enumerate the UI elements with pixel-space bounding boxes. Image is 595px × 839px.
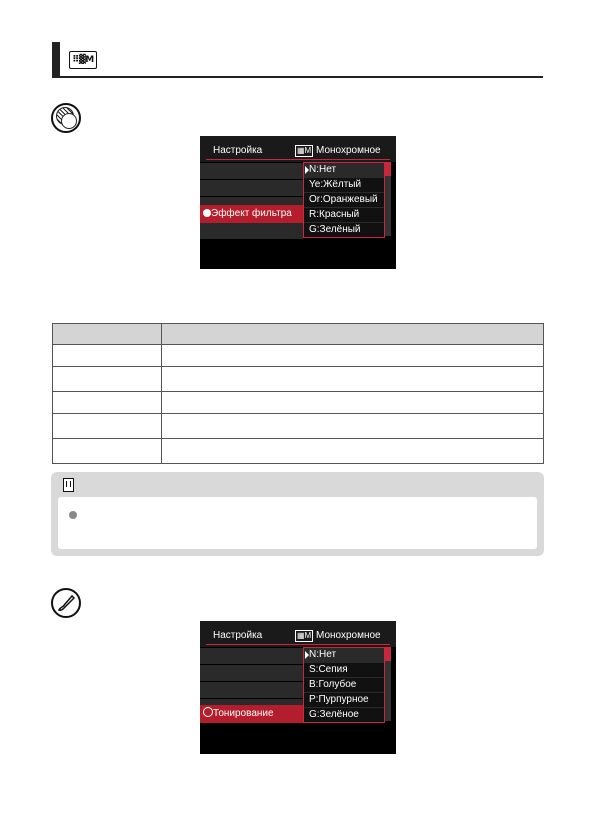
option-item[interactable]: P:Пурпурное [304, 693, 384, 708]
toning-label: Тонирование [213, 708, 274, 719]
filter-effect-label: Эффект фильтра [211, 208, 292, 219]
header-divider [52, 76, 543, 78]
tab-monochrome: Монохромное [316, 145, 381, 156]
monochrome-style-icon: ▦M [297, 631, 312, 640]
option-item[interactable]: S:Сепия [304, 663, 384, 678]
filter-effect-icon [51, 103, 81, 133]
option-item[interactable]: G:Зелёный [309, 224, 361, 235]
toning-small-icon [203, 707, 213, 717]
option-item[interactable]: R:Красный [304, 208, 384, 223]
option-item[interactable]: B:Голубое [304, 678, 384, 693]
option-item[interactable]: G:Зелёное [309, 709, 359, 720]
table-row [53, 392, 544, 414]
memo-icon [63, 478, 74, 492]
filter-small-icon [203, 209, 211, 217]
table-row [53, 367, 544, 392]
toning-options-list [303, 647, 385, 723]
option-item[interactable]: Ye:Жёлтый [304, 178, 384, 193]
note-box [51, 472, 544, 556]
table-row [53, 345, 544, 367]
filter-effect-screen [200, 136, 396, 269]
monochrome-style-icon: ▦M [297, 146, 312, 155]
monochrome-mode-icon: ⠿▓M [69, 51, 97, 69]
option-item[interactable]: N:Нет [304, 163, 384, 178]
bullet-icon [69, 511, 77, 519]
filter-description-table [52, 323, 544, 464]
scrollbar[interactable] [385, 647, 391, 721]
section-marker-bar [52, 42, 60, 76]
table-row [53, 439, 544, 464]
toning-screen [200, 621, 396, 754]
table-header-row [53, 324, 544, 345]
filter-options-list [303, 162, 385, 238]
menu-item-toning[interactable] [200, 705, 303, 723]
option-item[interactable]: Or:Оранжевый [304, 193, 384, 208]
tab-settings: Настройка [213, 630, 263, 641]
toning-brush-icon [51, 588, 81, 618]
option-item[interactable]: N:Нет [304, 648, 384, 663]
scrollbar[interactable] [385, 162, 391, 236]
tab-settings: Настройка [213, 145, 263, 156]
tab-monochrome: Монохромное [316, 630, 381, 641]
table-row [53, 414, 544, 439]
menu-item-filter-effect[interactable] [200, 205, 303, 223]
